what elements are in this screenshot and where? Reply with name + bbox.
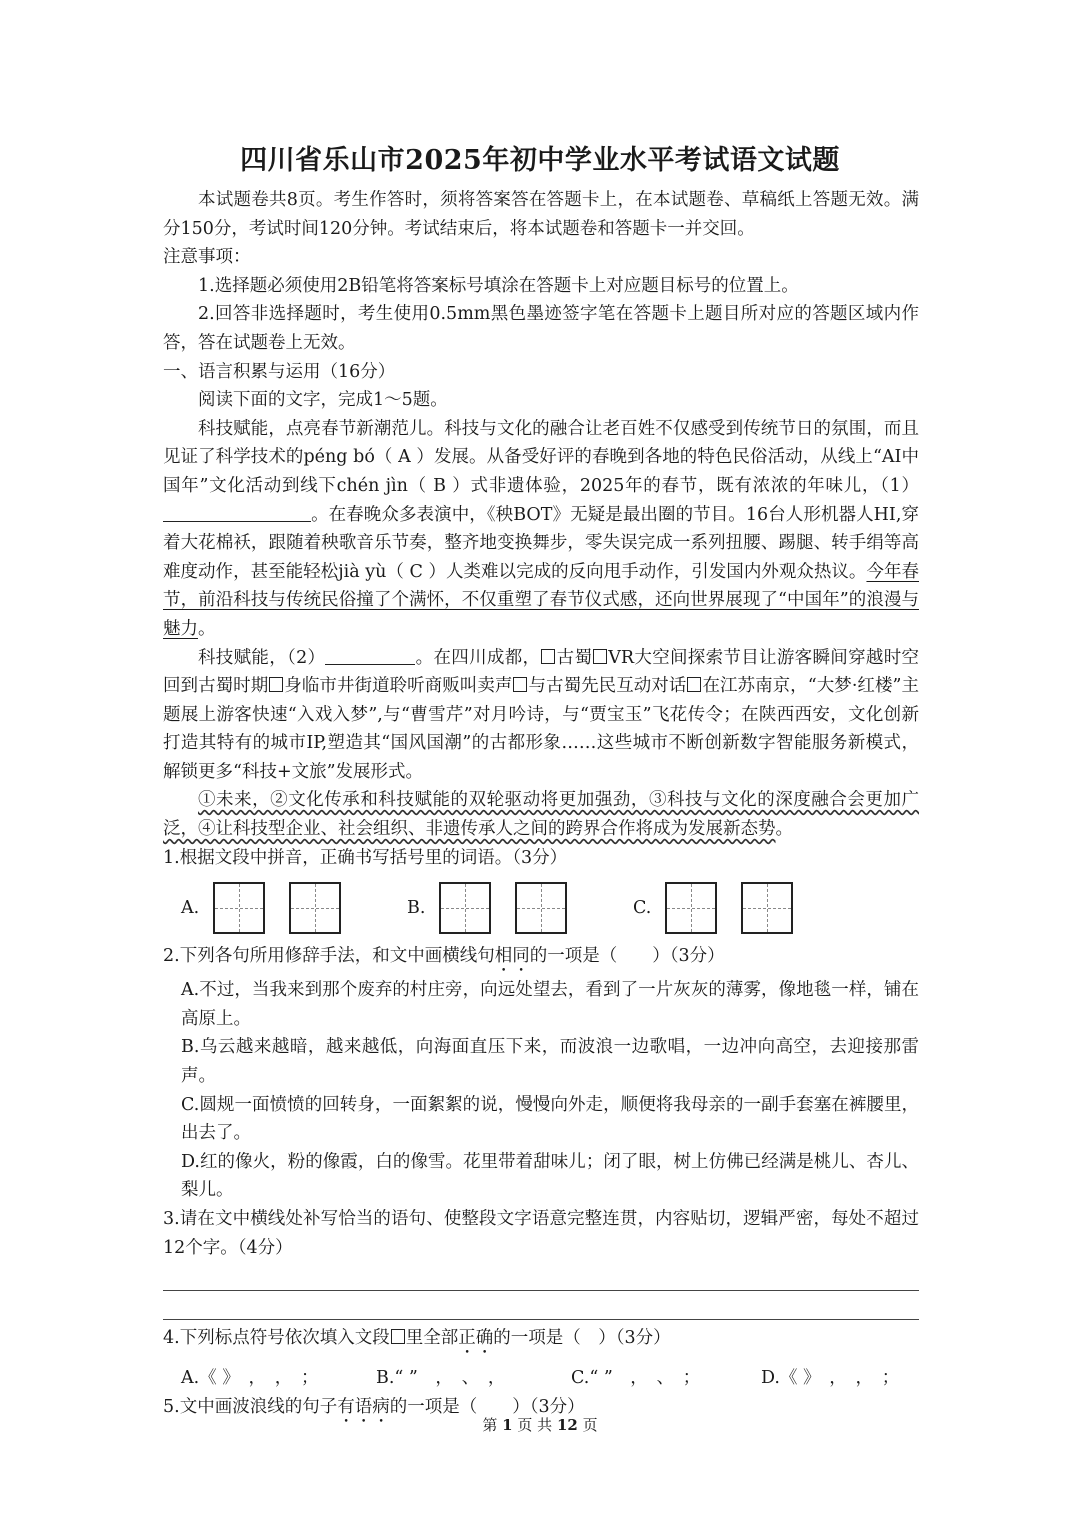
passage-text: VR大空间探索节目让游客瞬间穿越时空回到古蜀时期 xyxy=(163,647,920,697)
wavy-underlined-sentence: ①未来，②文化传承和科技赋能的双轮驱动将更加强劲，③科技与文化的深度融合会更加广泛，④让科技型企业、社会组织、非遗传承人之间的跨界合作将成为发展新态势 xyxy=(163,790,919,840)
question-text: 的一项是（ ）（3分） xyxy=(529,946,725,967)
passage-text: 。在春晚众多表演中，《秧BOT》无疑是最出圈的节目。16台人形机器人HI,穿着大花棉袄，跟随着秧歌音乐节奏，整齐地变换舞步，零失误完成一系列扭腰、踢腿、转手绢等高难度动作，甚至能轻松jià yù（ C ）人类难以完成的反向甩手动作，引发国内外观众热议。 xyxy=(163,504,919,582)
page-total: 12 xyxy=(556,1416,578,1434)
passage-text: 。在四川成都， xyxy=(415,647,541,668)
option-label: C. xyxy=(633,897,652,918)
question-text: 4.下列标点符号依次填入文段 xyxy=(163,1328,390,1349)
answer-blank-2 xyxy=(325,646,415,665)
writing-grid-box[interactable] xyxy=(439,882,491,934)
exam-content xyxy=(163,186,919,1427)
option-a: A.不过，当我来到那个废弃的村庄旁，向远处望去，看到了一片灰灰的薄雾，像地毯一样，铺在高原上。 xyxy=(181,980,919,1029)
footer-text: 页 xyxy=(582,1416,598,1434)
question-text: 的一项是（ ）（3分） xyxy=(493,1328,671,1349)
punctuation-box xyxy=(687,677,701,692)
passage-text: 与古蜀先民互动对话 xyxy=(528,676,687,697)
option-d: D.红的像火，粉的像霞，白的像雪。花里带着甜味儿；闭了眼，树上仿佛已经满是桃儿、杏儿、梨儿。 xyxy=(181,1151,919,1201)
punctuation-box xyxy=(391,1329,405,1344)
question-4 xyxy=(163,1324,919,1358)
notice-item-2: 2.回答非选择题时，考生使用0.5mm黑色墨迹签字笔在答题卡上题目所对应的答题区域内作答，答在试题卷上无效。 xyxy=(163,304,919,353)
question-2 xyxy=(163,942,919,976)
answer-line[interactable] xyxy=(163,1262,919,1291)
option-c: C.“ ” ， 、 ； xyxy=(571,1368,701,1389)
option-label: B. xyxy=(407,897,426,918)
question-4-options xyxy=(163,1364,919,1393)
option-b: B.乌云越来越暗，越来越低，向海面直压下来，而波浪一边歌唱，一边冲向高空，去迎接那雷声。 xyxy=(181,1037,919,1087)
underlined-sentence: 今年春节，前沿科技与传统民俗撞了个满怀，不仅重塑了春节仪式感，还向世界展现了“中国年”的浪漫与魅力 xyxy=(163,561,919,639)
question-text: 的一项是（ ）（3分） xyxy=(389,1396,585,1417)
passage-text: 古蜀 xyxy=(556,647,593,668)
question-3: 3.请在文中横线处补写恰当的语句、使整段文字语意完整连贯，内容贴切，逻辑严密，每处不超过12个字。（4分） xyxy=(163,1209,919,1258)
option-b: B.“ ” ， 、 ， xyxy=(376,1368,506,1389)
footer-text: 第 xyxy=(482,1416,498,1434)
passage-text: 科技赋能，点亮春节新潮范儿。科技与文化的融合让老百姓不仅感受到传统节日的氛围，而且见证了科学技术的péng bó（ A ）发展。从备受好评的春晚到各地的特色民俗活动，从线上“AI中国年”文化活动到线下chén jìn（ B ）式非遗体验，2025年的春节，既有浓浓的年味儿，（1） xyxy=(163,418,919,496)
emphasis-text: 相同 xyxy=(494,946,530,967)
footer-text: 页 共 xyxy=(517,1416,553,1434)
option-label: A. xyxy=(181,897,200,918)
punctuation-box xyxy=(513,677,527,692)
section-heading: 一、语言积累与运用（16分） xyxy=(163,361,396,382)
passage-text: 在江苏南京，“大梦·红楼”主题展上游客快速“入戏入梦”,与“曹雪芹”对月吟诗，与“贾宝玉”飞花传令；在陕西西安，文化创新打造其特有的城市IP,塑造其“国风国潮”的古都形象……这些城市不断创新数字智能服务新模式，解锁更多“科技+文旅”发展形式。 xyxy=(163,676,920,782)
passage-text: 。 xyxy=(775,819,793,840)
intro-text: 本试题卷共8页。考生作答时，须将答案答在答题卡上，在本试题卷、草稿纸上答题无效。满分150分，考试时间120分钟。考试结束后，将本试题卷和答题卡一并交回。 xyxy=(163,190,919,239)
question-text: 2.下列各句所用修辞手法，和文中画横线句 xyxy=(163,946,495,967)
writing-grid-box[interactable] xyxy=(665,882,717,934)
passage-paragraph-1 xyxy=(163,415,919,644)
exam-title: 四川省乐山市2025年初中学业水平考试语文试题 xyxy=(240,145,840,176)
option-a: A.《 》 ， ， ； xyxy=(181,1368,319,1389)
writing-grid-box[interactable] xyxy=(289,882,341,934)
passage-paragraph-2 xyxy=(163,644,919,787)
writing-grid-box[interactable] xyxy=(515,882,567,934)
passage-text: 身临市井街道聆听商贩叫卖声 xyxy=(284,676,513,697)
passage-text: 科技赋能，（2） xyxy=(198,647,326,668)
question-text: 5.文中画波浪线的句子 xyxy=(163,1396,338,1417)
answer-line[interactable] xyxy=(163,1291,919,1320)
emphasis-text: 有语病 xyxy=(337,1396,390,1417)
answer-blank-1 xyxy=(163,503,311,522)
passage-paragraph-3 xyxy=(163,786,919,843)
passage-text: 。 xyxy=(198,618,216,639)
punctuation-box xyxy=(269,677,283,692)
option-d: D.《 》 ， ， ； xyxy=(761,1368,900,1389)
option-c: C.圆规一面愤愤的回转身，一面絮絮的说，慢慢向外走，顺便将我母亲的一副手套塞在裤腰里，出去了。 xyxy=(181,1094,919,1144)
reading-instruction: 阅读下面的文字，完成1～5题。 xyxy=(198,390,448,411)
page-number: 1 xyxy=(502,1416,513,1434)
notice-item-1: 1.选择题必须使用2B铅笔将答案标号填涂在答题卡上对应题目标号的位置上。 xyxy=(198,275,799,296)
punctuation-box xyxy=(541,649,555,664)
page-footer xyxy=(0,1414,1080,1435)
writing-grid-box[interactable] xyxy=(213,882,265,934)
question-1: 1.根据文段中拼音，正确书写括号里的词语。（3分） xyxy=(163,847,568,868)
writing-grid-row xyxy=(181,878,919,938)
question-text: 里全部 xyxy=(405,1328,459,1349)
writing-grid-box[interactable] xyxy=(741,882,793,934)
emphasis-text: 正确 xyxy=(458,1328,494,1349)
punctuation-box xyxy=(593,649,607,664)
notice-heading: 注意事项： xyxy=(163,247,251,268)
